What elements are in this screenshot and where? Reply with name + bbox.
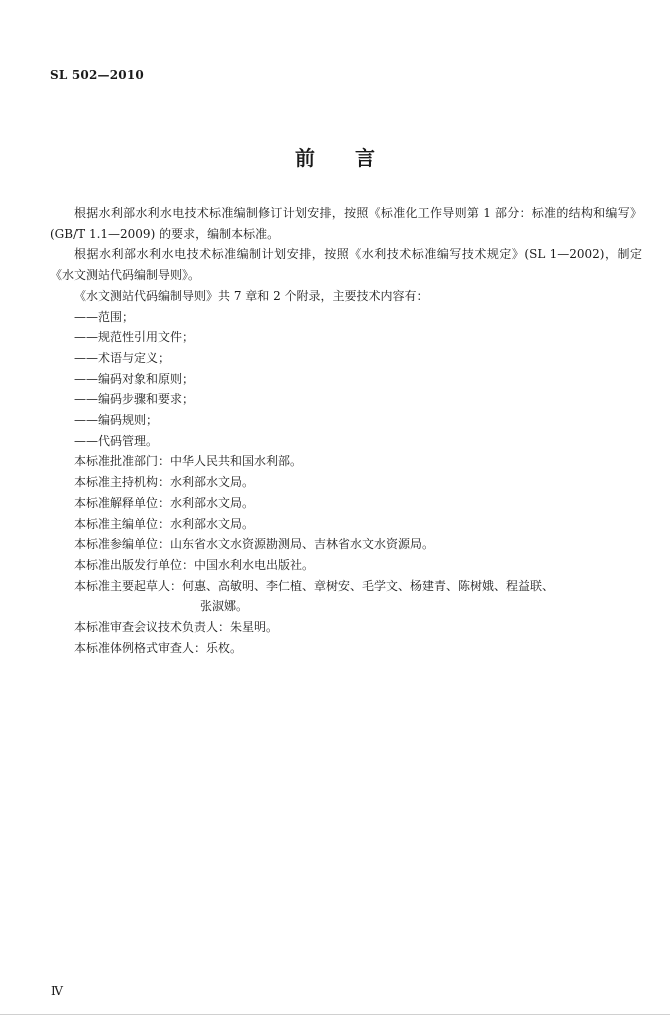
standard-code: SL 502—2010	[50, 68, 144, 82]
co-editor-units: 本标准参编单位：山东省水文水资源勘测局、吉林省水文水资源局。	[74, 537, 435, 552]
paragraph-2: 根据水利部水利水电技术标准编制计划安排，按照《水利技术标准编写技术规定》(SL 1—2002)，制定《水文测站代码编制导则》。	[50, 247, 642, 283]
chief-editor-unit: 本标准主编单位：水利部水文局。	[74, 516, 255, 531]
contents-item-coding-rules: ——编码规则；	[74, 413, 159, 428]
main-drafters: 本标准主要起草人：何惠、高敏明、李仁植、章树安、毛学文、杨建青、陈树娥、程益联、	[74, 578, 555, 593]
contents-item-scope: ——范围；	[74, 309, 135, 324]
contents-item-coding-steps: ——编码步骤和要求；	[74, 392, 195, 407]
host-organization: 本标准主持机构：水利部水文局。	[74, 475, 255, 490]
publisher: 本标准出版发行单位：中国水利水电出版社。	[74, 557, 315, 572]
paragraph-1: 根据水利部水利水电技术标准编制修订计划安排，按照《标准化工作导则第 1 部分：标准的结构和编写》(GB/T 1.1—2009) 的要求，编制本标准。	[50, 206, 642, 241]
contents-item-coding-objects: ——编码对象和原则；	[74, 371, 195, 386]
contents-intro: 《水文测站代码编制导则》共 7 章和 2 个附录，主要技术内容有：	[74, 288, 429, 303]
page-number: Ⅳ	[51, 984, 63, 998]
contents-item-terms: ——术语与定义；	[74, 350, 171, 365]
format-reviewer: 本标准体例格式审查人：乐枚。	[74, 640, 243, 655]
review-technical-chief: 本标准审查会议技术负责人：朱星明。	[74, 620, 279, 635]
page-bottom-edge	[0, 1014, 670, 1015]
main-drafters-continued: 张淑娜。	[200, 599, 249, 614]
page-title: 前言	[295, 146, 415, 170]
contents-item-normative-references: ——规范性引用文件；	[74, 330, 195, 345]
document-body	[50, 203, 642, 658]
interpretation-unit: 本标准解释单位：水利部水文局。	[74, 495, 255, 510]
approval-department: 本标准批准部门：中华人民共和国水利部。	[74, 454, 303, 469]
contents-item-code-management: ——代码管理。	[74, 433, 159, 448]
